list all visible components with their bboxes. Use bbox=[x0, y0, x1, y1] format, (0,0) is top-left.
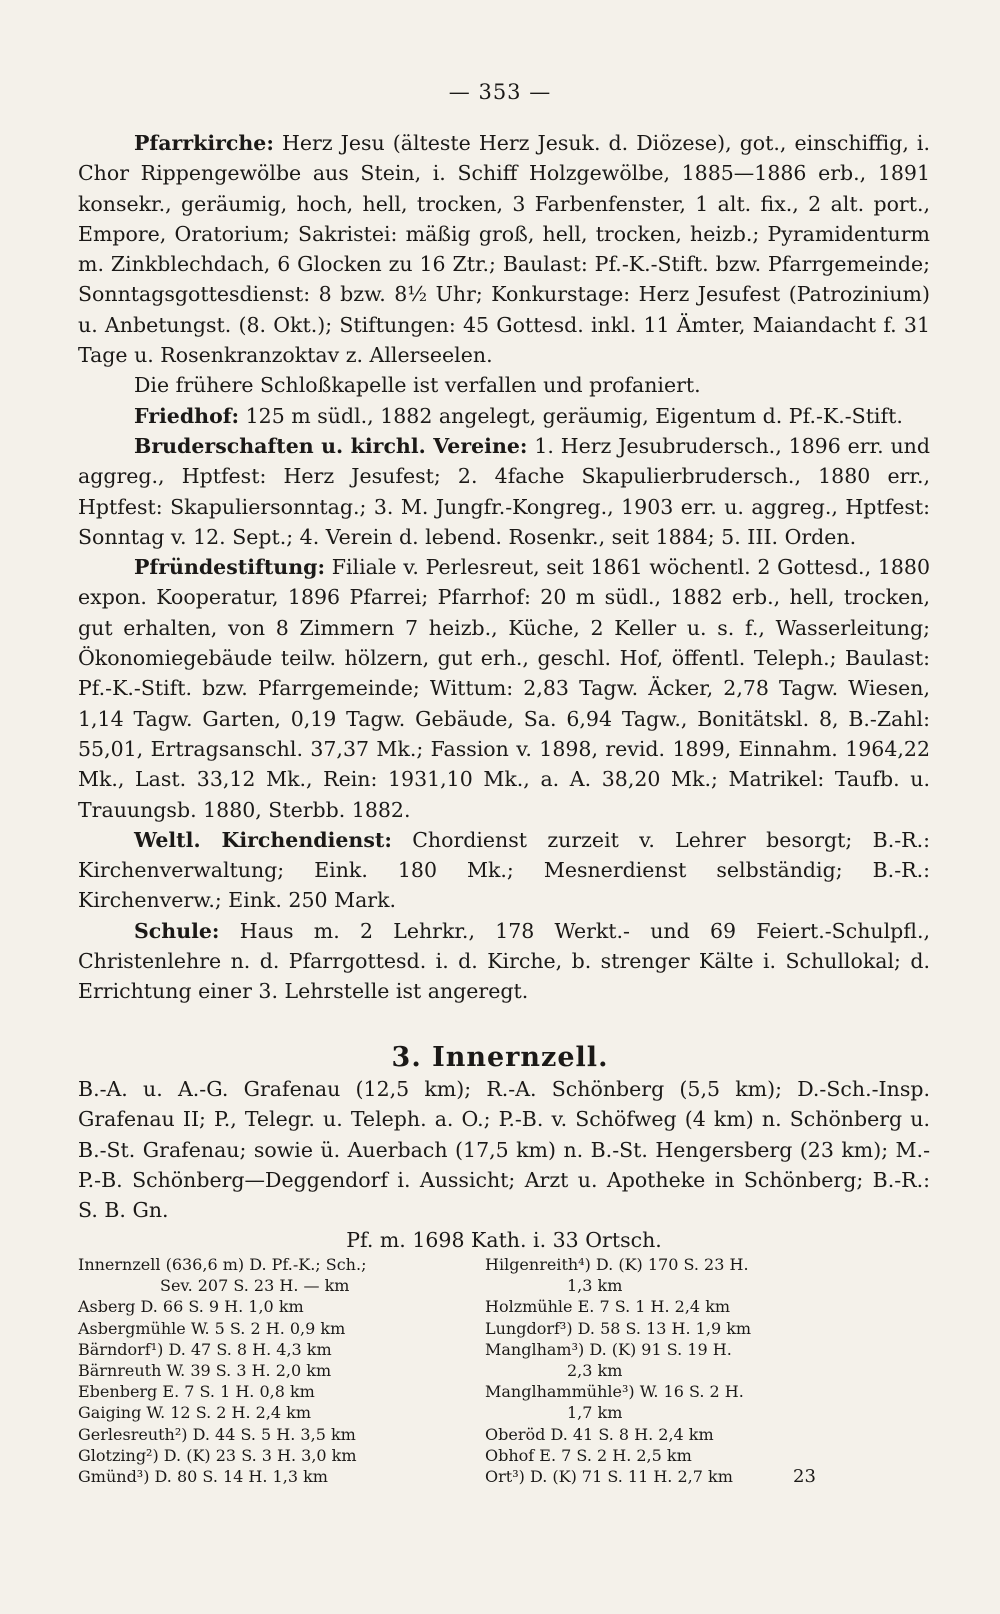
list-item: Asberg D. 66 S. 9 H. 1,0 km bbox=[78, 1297, 304, 1317]
paragraph-text: Haus m. 2 Lehrkr., 178 Werkt.- und 69 Feiert.-Schulpfl., Christenlehre n. d. Pfarrgottesd. i. d. Kirche, b. strenger Kälte i. Schullokal; d. Errichtung einer 3. Lehrstelle ist angeregt. bbox=[78, 918, 930, 1004]
paragraph-kirchendienst bbox=[78, 825, 930, 916]
parish-info bbox=[78, 1074, 930, 1256]
list-item: Sev. 207 S. 23 H. — km bbox=[160, 1276, 350, 1296]
paragraph-text: Filiale v. Perlesreut, seit 1861 wöchentl. 2 Gottesd., 1880 expon. Kooperatur, 1896 Pfarrei; Pfarrhof: 20 m südl., 1882 erb., hell, trocken, gut erhalten, von 8 Zimmern 7 heizb., Küche, 2 Keller u. s. f., Wasserleitung; Ökonomiegebäude teilw. hölzern, gut erh., geschl. Hof, öffentl. Teleph.; Baulast: Pf.-K.-Stift. bzw. Pfarrgemeinde; Wittum: 2,83 Tagw. Äcker, 2,78 Tagw. Wiesen, 1,14 Tagw. Garten, 0,19 Tagw. Gebäude, Sa. 6,94 Tagw., Bonitätskl. 8, B.-Zahl: 55,01, Ertragsanschl. 37,37 Mk.; Fassion v. 1898, revid. 1899, Einnahm. 1964,22 Mk., Last. 33,12 Mk., Rein: 1931,10 Mk., a. A. 38,20 Mk.; Matrikel: Taufb. u. Trauungsb. 1880, Sterbb. 1882. bbox=[78, 555, 930, 822]
list-item: 1,3 km bbox=[567, 1276, 623, 1296]
paragraph-friedhof bbox=[78, 401, 930, 431]
list-item: Glotzing²) D. (K) 23 S. 3 H. 3,0 km bbox=[78, 1445, 357, 1465]
list-item: Gerlesreuth²) D. 44 S. 5 H. 3,5 km bbox=[78, 1424, 356, 1444]
list-item: Ort³) D. (K) 71 S. 11 H. 2,7 km bbox=[485, 1467, 733, 1487]
list-item: Manglhammühle³) W. 16 S. 2 H. bbox=[485, 1382, 744, 1402]
paragraph-schule bbox=[78, 916, 930, 1007]
list-item: Holzmühle E. 7 S. 1 H. 2,4 km bbox=[485, 1297, 731, 1317]
paragraph-label: Schule: bbox=[134, 918, 220, 943]
signature-mark: 23 bbox=[793, 1466, 816, 1487]
places-list-left bbox=[78, 1254, 478, 1487]
paragraph-text: Die frühere Schloßkapelle ist verfallen und profaniert. bbox=[134, 373, 701, 398]
list-item: Manglham³) D. (K) 91 S. 19 H. bbox=[485, 1339, 732, 1359]
paragraph-pfruendestiftung bbox=[78, 552, 930, 825]
list-item: 2,3 km bbox=[567, 1361, 623, 1381]
places-list-right bbox=[485, 1254, 905, 1487]
list-item: Hilgenreith⁴) D. (K) 170 S. 23 H. bbox=[485, 1255, 749, 1274]
paragraph-label: Pfründestiftung: bbox=[134, 555, 326, 580]
page-number: — 353 — bbox=[448, 80, 552, 104]
paragraph-label: Friedhof: bbox=[134, 403, 240, 428]
paragraph-text: 1. Herz Jesubrudersch., 1896 err. und aggreg., Hptfest: Herz Jesufest; 2. 4fache Skapulierbrudersch., 1880 err., Hptfest: Skapuliersonntag.; 3. M. Jungfr.-Kongreg., 1903 err. u. aggreg., Hptfest: Sonntag v. 12. Sept.; 4. Verein d. lebend. Rosenkr., seit 1884; 5. III. Orden. bbox=[78, 433, 930, 549]
body-text bbox=[78, 128, 930, 1007]
paragraph-label: Pfarrkirche: bbox=[134, 131, 274, 155]
list-item: Innernzell (636,6 m) D. Pf.-K.; Sch.; bbox=[78, 1255, 367, 1274]
list-item: Ebenberg E. 7 S. 1 H. 0,8 km bbox=[78, 1382, 315, 1402]
parish-info-text: B.-A. u. A.-G. Grafenau (12,5 km); R.-A. Schönberg (5,5 km); D.-Sch.-Insp. Grafenau II; P., Telegr. u. Teleph. a. O.; P.-B. v. Schöfweg (4 km) n. Schönberg u. B.-St. Grafenau; sowie ü. Auerbach (17,5 km) n. B.-St. Hengersberg (23 km); M.-P.-B. Schönberg—Deggendorf i. Aussicht; Arzt u. Apotheke in Schönberg; B.-R.: S. B. Gn. bbox=[78, 1077, 930, 1223]
paragraph-bruderschaften bbox=[78, 431, 930, 552]
paragraph-pfarrkirche bbox=[78, 128, 930, 370]
paragraph-text: 125 m südl., 1882 angelegt, geräumig, Eigentum d. Pf.-K.-Stift. bbox=[239, 403, 903, 428]
list-item: Asbergmühle W. 5 S. 2 H. 0,9 km bbox=[78, 1318, 346, 1338]
list-item: Bärndorf¹) D. 47 S. 8 H. 4,3 km bbox=[78, 1339, 332, 1359]
list-item: Obhof E. 7 S. 2 H. 2,5 km bbox=[485, 1445, 692, 1465]
section-title: 3. Innernzell. bbox=[391, 1042, 609, 1073]
paragraph-label: Bruderschaften u. kirchl. Vereine: bbox=[134, 433, 528, 458]
list-item: Lungdorf³) D. 58 S. 13 H. 1,9 km bbox=[485, 1318, 752, 1338]
paragraph-text: Herz Jesu (älteste Herz Jesuk. d. Diözese), got., einschiffig, i. Chor Rippengewölbe aus Stein, i. Schiff Holzgewölbe, 1885—1886 erb., 1891 konsekr., geräumig, hoch, hell, trocken, 3 Farbenfenster, 1 alt. fix., 2 alt. port., Empore, Oratorium; Sakristei: mäßig groß, hell, trocken, heizb.; Pyramidenturm m. Zinkblechdach, 6 Glocken zu 16 Ztr.; Baulast: Pf.-K.-Stift. bzw. Pfarrgemeinde; Sonntagsgottesdienst: 8 bzw. 8½ Uhr; Konkurstage: Herz Jesufest (Patrozinium) u. Anbetungst. (8. Okt.); Stiftungen: 45 Gottesd. inkl. 11 Ämter, Maiandacht f. 31 Tage u. Rosenkranzoktav z. Allerseelen. bbox=[78, 131, 930, 368]
paragraph-schlosskapelle bbox=[78, 370, 930, 400]
list-item: 1,7 km bbox=[567, 1403, 623, 1423]
list-item: Oberöd D. 41 S. 8 H. 2,4 km bbox=[485, 1424, 714, 1444]
paragraph-label: Weltl. Kirchendienst: bbox=[134, 827, 392, 852]
list-item: Gmünd³) D. 80 S. 14 H. 1,3 km bbox=[78, 1467, 328, 1487]
paragraph-text: Chordienst zurzeit v. Lehrer besorgt; B.-R.: Kirchenverwaltung; Eink. 180 Mk.; Mesnerdienst selbständig; B.-R.: Kirchenverw.; Eink. 250 Mark. bbox=[78, 827, 930, 913]
parish-summary: Pf. m. 1698 Kath. i. 33 Ortsch. bbox=[346, 1228, 662, 1253]
list-item: Gaiging W. 12 S. 2 H. 2,4 km bbox=[78, 1403, 312, 1423]
list-item: Bärnreuth W. 39 S. 3 H. 2,0 km bbox=[78, 1361, 332, 1381]
